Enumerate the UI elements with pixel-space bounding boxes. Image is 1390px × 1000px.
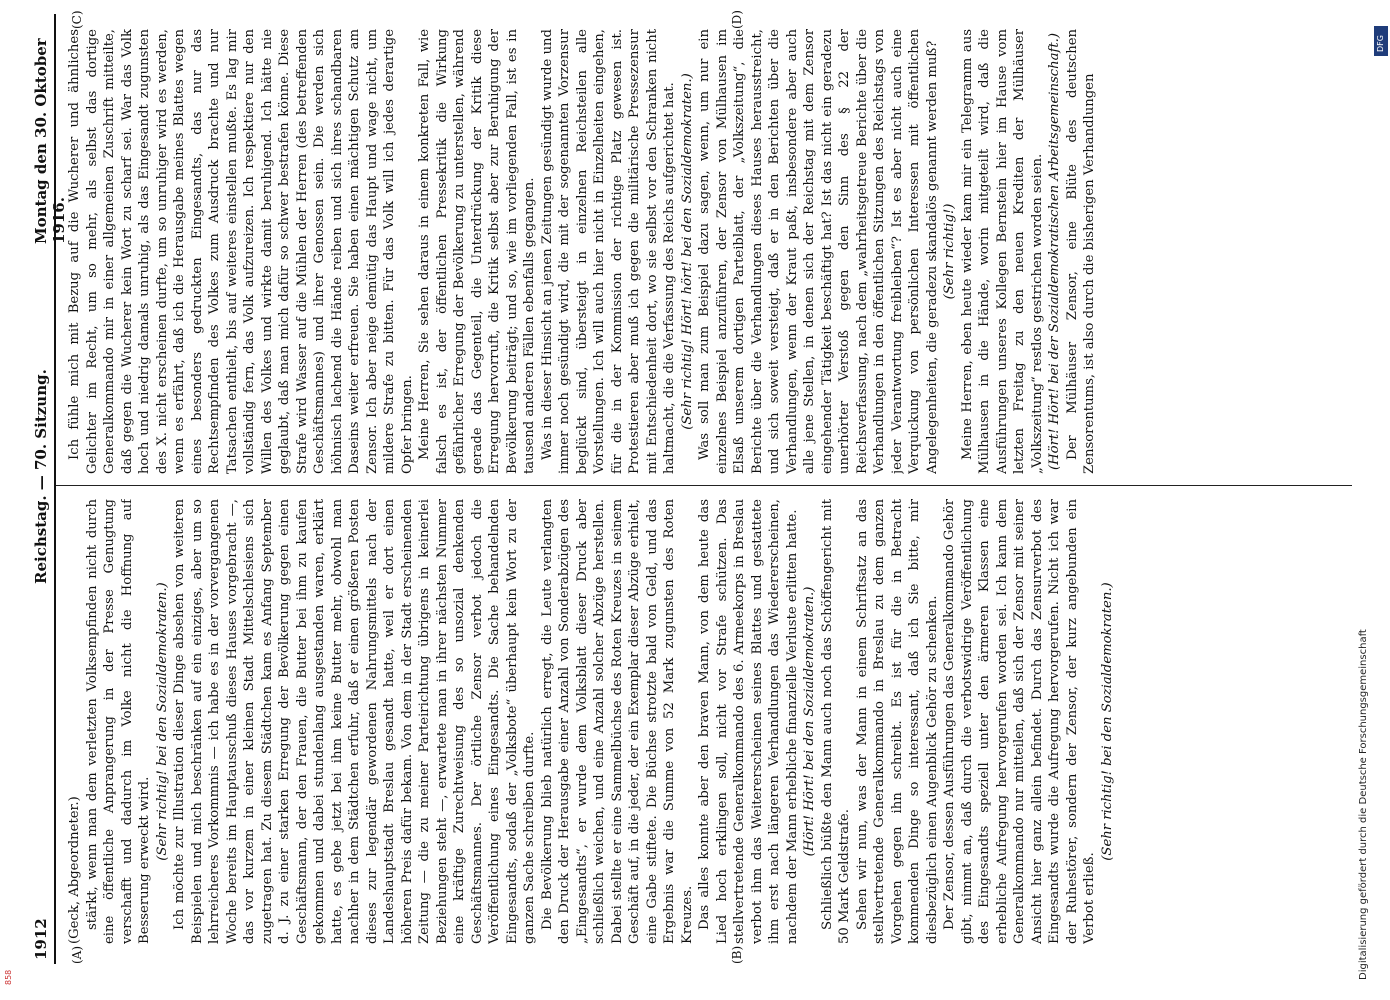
- paragraph: Meine Herren, Sie sehen daraus in einem konkreten Fall, wie falsch es ist, der öffentlichen Pressekritik die Wirkung gefährlicher Erregung der Bevölkerung zu unterstellen, während gerade das Gegenteil, die Unterdrückung der Kritik diese Erregung hervorruft, die Kritik selbst aber zur Beruhigung der Bevölkerung beiträgt; und so, wie im vorliegenden Fall, ist es in tausend anderen Fällen ebenfalls gegangen.: [417, 29, 537, 474]
- margin-mark-b: (B): [730, 945, 744, 964]
- dfg-logo-text: DFG: [1376, 35, 1385, 52]
- paragraph: Was soll man zum Beispiel dazu sagen, wenn, um nur ein einzelnes Beispiel anzuführen, der Zensor von Mülhausen im Elsaß unserem dortigen Parteiblatt, der „Volkszeitung“, die Berichte über die Verhandlungen dieses Hauses herausstreicht, und sich soweit versteigt, daß er in den Berichten über die Verhandlungen, wenn der Kraut paßt, insbesondere aber auch alle jene Stellen, in denen sich der Reichstag mit dem Zensor eingehender Tätigkeit beschäftigt hat? Ist das nicht ein geradezu unerhörter Verstoß gegen den Sinn des § 22 der Reichsverfassung, nach dem „wahrheitsgetreue Berichte über die Verhandlungen in den öffentlichen Sitzungen des Reichstags von jeder Verantwortung freibleiben“? Ist es aber nicht auch eine Verquickung von persönlichen Interessen mit öffentlichen Angelegenheiten, die geradezu skandalös genannt werden muß?: [697, 29, 940, 474]
- interjection: (Sehr richtig!): [942, 203, 957, 300]
- header-date: Montag den 30. Oktober 1916.: [32, 38, 68, 244]
- paragraph: Die Bevölkerung blieb natürlich erregt, die Leute verlangten den Druck der Herausgabe einer Anzahl von Sonderabzügen des „Eingesandts“, er wurde dem Volksblatt dieser Druck aber schließlich weichen, und eine Anzahl solcher Abzüge herstellen. Dabei stellte er eine Sammelbüchse des Roten Kreuzes in seinem Geschäft auf, in die jeder, der ein Exemplar dieser Abzüge erhielt, eine Gabe stiftete. Die Büchse strotzte bald von Geld, und das Ergebnis war die Summe von 52 Mark zugunsten des Roten Kreuzes.: [539, 499, 695, 944]
- paragraph: Ich möchte zur Illustration dieser Dinge absehen von weiteren Beispielen und mich beschränken auf ein einziges, aber um so lehrreicheres Vorkommnis — ich habe es in der vorvergangenen Woche bereits im Hauptausschuß dieses Hauses vorgebracht —, das vor kurzem in einer kleinen Stadt Mittelschlesiens sich zugetragen hat. Zu diesem Städtchen kam es Anfang September d. J. zu einer starken Erregung der Bevölkerung gegen einen Geschäftsmann, der den Frauen, die Butter bei ihm zu kaufen gekommen und dabei stundenlang ausgestanden waren, erklärt hatte, es gebe jetzt bei ihm keine Butter mehr, obwohl man nachher in dem Städtchen erfuhr, daß er einen größeren Posten dieses zur legendär gewordenen Nahrungsmittels nach der Landeshauptstadt Breslau gesandt hatte, weil er dort einen höheren Preis dafür bekam. Von dem in der Stadt erscheinenden Zeitung — die zu meiner Parteirichtung übrigens in keinerlei Beziehungen steht —, erwartete man in ihrer nächsten Nummer eine kräftige Zurechtweisung des so unsozial denkenden Geschäftsmannes. Der örtliche Zensor verbot jedoch die Veröffentlichung eines Eingesandts. Die Sache behandelnden Eingesandts, sodaß der „Volksbote“ überhaupt kein Wort zu der ganzen Sache schreiben durfte.: [172, 499, 537, 944]
- text-column-right: [66, 29, 1350, 474]
- side-catalog-mark: 858: [4, 969, 13, 985]
- digitization-credit: Digitalisierung gefördert durch die Deutsche Forschungsgemeinschaft: [1358, 629, 1369, 980]
- dfg-logo: [1374, 26, 1388, 56]
- paragraph: Was in dieser Hinsicht an jenen Zeitungen gesündigt wurde und immer noch gesündigt wird, die mit der sogenannten Vorzensur beglückt sind, übersteigt in einzelnen Reichsteilen alle Vorstellungen. Ich will auch hier nicht in Einzelheiten eingehen, für die in der Kommission der richtige Platz gewesen ist. Protestieren aber muß ich gegen die militärische Pressezensur mit Entschiedenheit dort, wo sie selbst vor den Schranken nicht haltmacht, die die Verfassung des Reichs aufgerichtet hat.: [539, 29, 677, 474]
- paragraph: Ich fühle mich mit Bezug auf die Wucherer und ähnliches Gelichter im Recht, um so mehr, als selbst das dortige Generalkommando mir in einer allgemeinen Zuschrift mitteilte, daß gegen die Wucherer kein Wort zu scharf sei. War das Volk hoch und niedrig damals unruhig, als das Eingesandt zugunsten des X. nicht erscheinen durfte, um so unruhiger wird es werden, wenn es erfährt, daß ich die Herausgabe meines Blattes wegen eines besonders gedruckten Eingesandts, das nur das Rechtsempfinden des Volkes zum Ausdruck brachte und nur Tatsachen enthielt, bis auf weiteres einstellen mußte. Es lag mir vollständig fern, das Volk aufzureizen. Ich respektiere nur den Willen des Volkes und wirkte damit beruhigend. Ich hätte nie geglaubt, daß man mich dafür so schwer bestrafen könne. Diese Strafe wird Wasser auf die Mühlen der Herren (des betreffenden Geschäftsmannes) und ihrer Genossen sein. Die werden sich höhnisch lachend die Hände reiben und sich ihres schandbaren Daseins weiter erfreuen. Sie haben einen mächtigen Schutz am Zensor. Ich aber neige demütig das Haupt und wage nicht, um mildere Strafe zu bitten. Für das Volk will ich jedes derartige Opfer bringen.: [67, 29, 415, 474]
- newspaper-page: [30, 10, 1352, 964]
- interjection: (Hört! Hört! bei den Sozialdemokraten.): [802, 586, 817, 857]
- margin-mark-a: (A): [70, 945, 84, 964]
- paragraph: Sehen wir nun, was der Mann in einem Schriftsatz an das stellvertretende Generalkommando in Breslau zu dem ganzen Vorgehen gegen ihn schreibt. Es ist für die in Betracht kommenden Dinge so interessant, daß ich Sie bitte, mir diesbezüglich einen Augenblick Gehör zu schenken.: [854, 499, 940, 944]
- interjection: (Sehr richtig! Hört! hört! bei den Sozialdemokraten.): [679, 73, 695, 430]
- margin-mark-c: (C): [70, 10, 84, 29]
- interjection: (Sehr richtig! bei den Sozialdemokraten.): [1099, 582, 1115, 861]
- interjection: (Sehr richtig! bei den Sozialdemokraten.): [154, 582, 170, 861]
- paragraph: Der Mülhäuser Zensor, eine Blüte des deutschen Zensorentums, ist also durch die bisherigen Verhandlungen: [1064, 29, 1097, 474]
- paragraph: Das alles konnte aber den braven Mann, von dem heute das Lied hoch erklingen soll, nicht vor Strafe schützen. Das stellvertretende Generalkommando des 6. Armeekorps in Breslau verbot ihm das Weitererscheinen seines Blattes und gestattete ihm erst nach längeren Verhandlungen das Wiedererscheinen, nachdem der Mann erhebliche finanzielle Verluste erlitten hatte.: [697, 499, 800, 944]
- page-number: 1912: [32, 918, 50, 960]
- interjection: (Hört! Hört! bei der Sozialdemokratischen Arbeitsgemeinschaft.): [1047, 33, 1062, 470]
- text-column-left: [66, 499, 1350, 944]
- paragraph: Meine Herren, eben heute wieder kam mir ein Telegramm aus Mülhausen in die Hände, worin mitgeteilt wird, daß die Ausführungen unseres Kollegen Bernstein hier im Hause vom letzten Freitag zu den neuen Krediten der Mülhäuser „Volkszeitung“ restlos gestrichen worden seien.: [959, 29, 1045, 474]
- paragraph: stärkt, wenn man dem verletzten Volksempfinden nicht durch eine öffentliche Anprangerung in der Presse Genugtung verschafft und dadurch im Volke nicht die Hoffnung auf Besserung erweckt wird.: [84, 499, 152, 944]
- margin-mark-d: (D): [730, 10, 744, 29]
- speaker-label: (Geck, Abgeordneter.): [67, 796, 82, 944]
- header-session-title: Reichstag. — 70. Sitzung.: [32, 369, 50, 584]
- page-header: [30, 14, 68, 964]
- paragraph: Der Zensor, dessen Ausführungen das Generalkommando Gehör gibt, nimmt an, daß durch die verbotswidrige Veröffentlichung des Eingesandts speziell unter den ärmeren Klassen eine erhebliche Aufregung hervorgerufen worden sei. Ich kann dem Generalkommando nur mitteilen, daß sich der Zensor mit seiner Ansicht hier ganz allein befindet. Durch das Zensurverbot des Eingesandts wurde die Aufregung hervorgerufen. Nicht ich war der Ruhestörer, sondern der Zensor, der kurz angebunden ein Verbot erließ.: [942, 499, 1097, 944]
- paragraph: Schließlich büßte den Mann auch noch das Schöffengericht mit 50 Mark Geldstrafe.: [819, 499, 852, 944]
- column-divider: [56, 485, 1352, 486]
